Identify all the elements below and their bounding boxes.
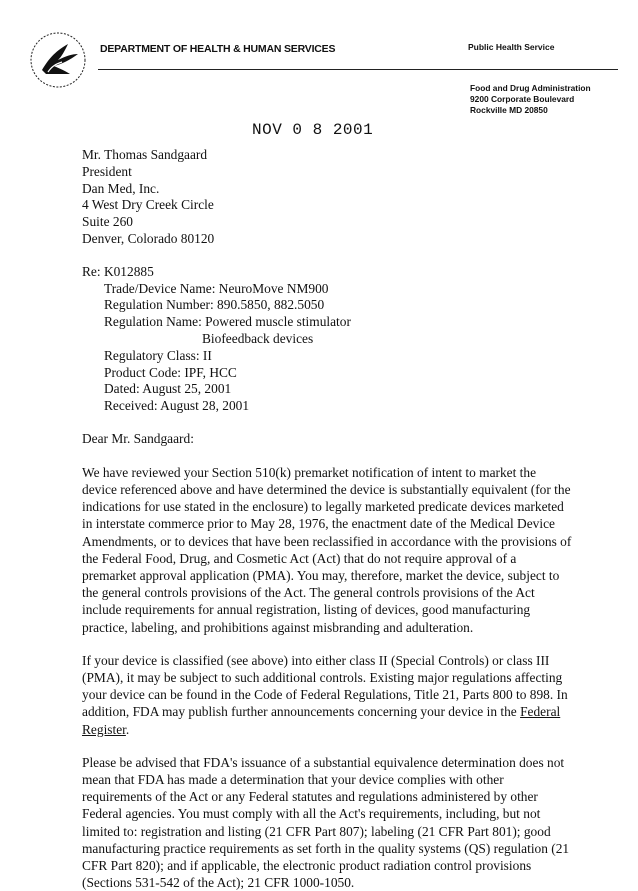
received: Received: August 28, 2001 [104,398,250,414]
federal-register-ref: Federal Register [82,704,561,737]
hhs-eagle-seal-icon [28,30,88,90]
paragraph-2-text: If your device is classified (see above) into either class II (Special Controls) or class III (PMA), it may be subject to such additional controls. Existing major regulations affecting your device can be found in the Code of Federal Regulations, Title 21, Parts 800 to 898. In addition, FDA may publish further announcements concerning your device in the [82,652,568,720]
recipient-title: President [82,163,132,179]
department-name: DEPARTMENT OF HEALTH & HUMAN SERVICES [100,43,336,55]
letterhead-rule [98,69,618,70]
paragraph-2 [82,652,572,738]
recipient-address1: 4 West Dry Creek Circle [82,197,214,213]
regulatory-class: Regulatory Class: II [104,347,212,363]
agency-line: 9200 Corporate Boulevard [470,94,575,104]
paragraph-2-end: . [125,721,130,737]
dated: Dated: August 25, 2001 [104,381,232,397]
regulation-number: Regulation Number: 890.5850, 882.5050 [104,297,325,313]
recipient-name: Mr. Thomas Sandgaard [82,147,208,162]
paragraph-3: Please be advised that FDA's issuance of a substantial equivalence determination does not mean that FDA has made a determination that your device complies with other requirements of the Act or any Federal statutes and regulations administered by other Federal agencies. You must comply with all the Act's requirements, including, but not limited to: registration and listing (21 CFR Part 807); labeling (21 CFR Part 801); good manufacturing practice requirements as set forth in the quality systems (QS) regulation (21 CFR Part 820); and if applicable, the electronic product radiation control provisions (Sections 531-542 of the Act); 21 CFR 1000-1050. [82,754,570,891]
salutation: Dear Mr. Sandgaard: [82,430,194,446]
agency-line: Rockville MD 20850 [470,105,548,115]
reference-number: Re: K012885 [82,263,154,279]
date-stamp: NOV 0 8 2001 [252,121,374,139]
recipient-city: Denver, Colorado 80120 [82,230,215,246]
product-code: Product Code: IPF, HCC [104,364,237,380]
recipient-company: Dan Med, Inc. [82,180,160,196]
agency-address [470,83,591,116]
public-health-service: Public Health Service [468,42,555,52]
agency-line: Food and Drug Administration [470,83,591,93]
letter-body [82,147,572,891]
recipient-address2: Suite 260 [82,214,133,230]
regulation-name-2: Biofeedback devices [202,330,314,346]
regulation-name: Regulation Name: Powered muscle stimulator [104,314,351,330]
paragraph-1: We have reviewed your Section 510(k) premarket notification of intent to market the device referenced above and have determined the device is substantially equivalent (for the indications for use stated in the enclosure) to legally marketed predicate devices marketed in interstate commerce prior to May 28, 1976, the enactment date of the Medical Device Amendments, or to devices that have been reclassified in accordance with the provisions of the Federal Food, Drug, and Cosmetic Act (Act) that do not require approval of a premarket approval application (PMA). You may, therefore, market the device, subject to the general controls provisions of the Act. The general controls provisions of the Act include requirements for annual registration, listing of devices, good manufacturing practice, labeling, and prohibitions against misbranding and adulteration. [82,464,572,635]
trade-name: Trade/Device Name: NeuroMove NM900 [104,280,329,296]
